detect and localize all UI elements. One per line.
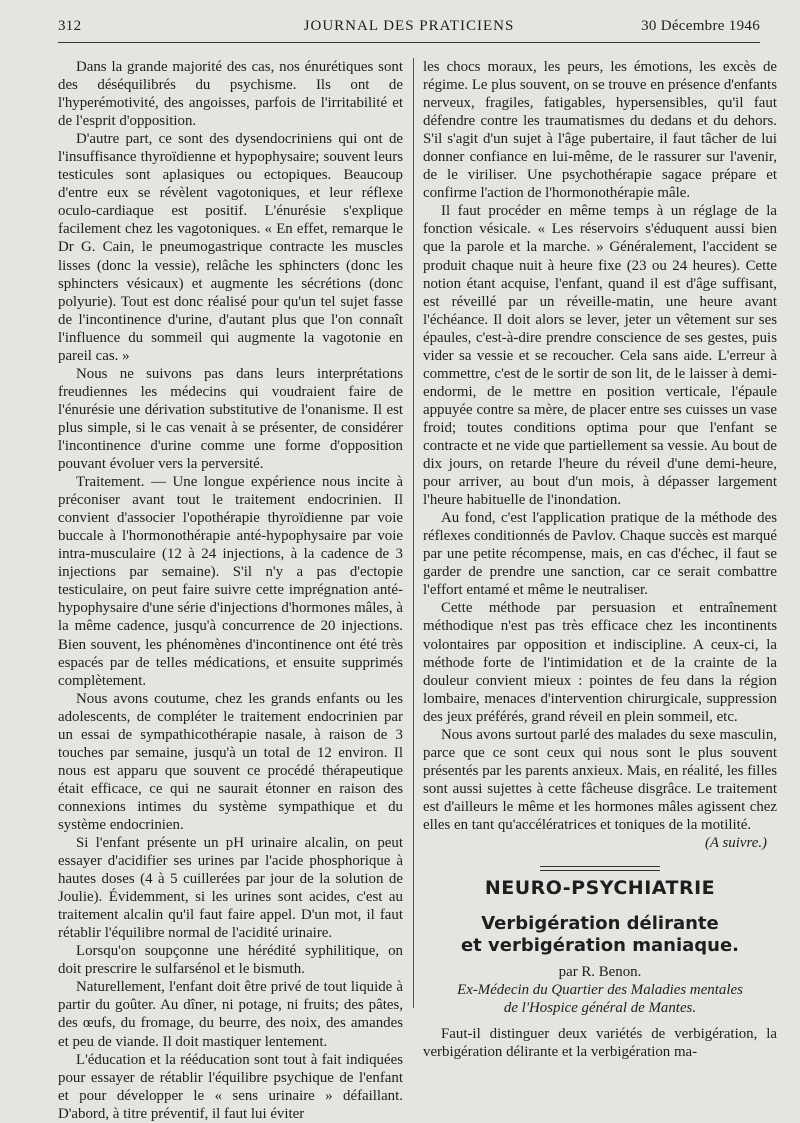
- issue-date: 30 Décembre 1946: [641, 18, 760, 34]
- article-title: [423, 913, 777, 957]
- paragraph: Naturellement, l'enfant doit être privé de tout liquide à partir du goûter. Au dîner, ni potage, ni fruits; des pâtes, des œufs, du fromage, du beurre, des noix, des amandes et peu de viande. Il doit mastiquer lentement.: [58, 979, 403, 1050]
- paragraph: Dans la grande majorité des cas, nos énurétiques sont des déséquilibrés du psychisme. Ils ont de l'hyperémotivité, des angoisses, parfois de l'irritabilité et de l'esprit d'opposition.: [58, 59, 403, 130]
- section-rule: [540, 866, 660, 871]
- header-rule: [58, 42, 760, 43]
- paragraph: Nous ne suivons pas dans leurs interprétations freudiennes les médecins qui voudraient faire de l'énurésie une dérivation substitutive de l'onanisme. Il est plus simple, si le cas venait à se présenter, de considérer l'incontinence d'urine comme une forme d'opposition pouvant évoluer vers la perversité.: [58, 365, 403, 473]
- affiliation-line: Ex-Médecin du Quartier des Maladies mentales: [457, 982, 743, 999]
- author-affiliation: [423, 981, 777, 1017]
- section-heading: NEURO-PSYCHIATRIE: [484, 877, 716, 900]
- byline: par R. Benon.: [558, 964, 642, 981]
- paragraph: Traitement. — Une longue expérience nous incite à préconiser avant tout le traitement endocrinien. Il convient d'associer l'opothérapie thyroïdienne par voie buccale à l'hormonothérapie anté-hypophysaire par voie intra-musculaire (12 à 24 injections, à la cadence de 3 injections par semaine). S'il n'y a pas d'ectopie testiculaire, on peut faire suivre cette imprégnation anté-hypophysaire d'une série d'injections d'hormones mâles, à la même cadence, jusqu'à concurrence de 20 injections. Bien souvent, les phénomènes d'incontinence ont été très espacés par de telles médications, et ensuite supprimés complètement.: [58, 474, 403, 689]
- paragraph: les chocs moraux, les peurs, les émotions, les excès de régime. Le plus souvent, on se trouve en présence d'enfants nerveux, fragiles, fatigables, hypersensibles, qu'il faut défendre contre les traumatismes du dedans et du dehors. S'il s'agit d'un sujet à l'âge pubertaire, il faut tâcher de lui donner confiance en lui-même, de le rassurer sur l'avenir, de le viriliser. Une psychothérapie sagace prépare et confirme l'action de l'hormonothérapie mâle.: [423, 59, 777, 202]
- page-header: [58, 14, 760, 42]
- paragraph: Nous avons coutume, chez les grands enfants ou les adolescents, de compléter le traitement endocrinien par un essai de sympathicothérapie nasale, à raison de 3 touches par semaine, jusqu'à un total de 12 environ. Il nous est apparu que souvent ce procédé thérapeutique était efficace, ce qui ne saurait étonner en raison des connexions intimes du système sympathique et du système endocrinien.: [58, 690, 403, 833]
- paragraph: Nous avons surtout parlé des malades du sexe masculin, parce que ce sont ceux qui nous sont le plus souvent présentés par les parents anxieux. Mais, en réalité, les filles sont aussi sujettes à cette fâcheuse disgrâce. Le traitement est d'ailleurs le même et les hormones mâles agissent chez elles en tant qu'accélératrices et toniques de la motilité.: [423, 726, 777, 833]
- left-column: [58, 58, 403, 1123]
- affiliation-line: de l'Hospice général de Mantes.: [503, 1000, 697, 1017]
- article-title-line: et verbigération maniaque.: [460, 935, 740, 957]
- paragraph: Cette méthode par persuasion et entraînement méthodique n'est pas très efficace chez les incontinents volontaires par opposition et indiscipline. A ceux-ci, la méthode forte de l'intimidation et de la crainte de la douleur convient mieux : pointes de feu dans la région lombaire, menaces d'intervention chirurgicale, suppression des jeux préférés, grand réveil en plein sommeil, etc.: [423, 600, 777, 725]
- continuation-note: (A suivre.): [704, 835, 767, 852]
- paragraph: Lorsqu'on soupçonne une hérédité syphilitique, on doit prescrire le sulfarsénol et le bismuth.: [58, 943, 403, 978]
- paragraph: Si l'enfant présente un pH urinaire alcalin, on peut essayer d'acidifier ses urines par l'acide phosphorique à hautes doses (4 à 5 cuillerées par jour de la solution de Joulie). Évidemment, si les urines sont acides, c'est au traitement alcalin qu'il faut faire appel. D'un mot, il faut rétablir l'équilibre normal de l'acidité urinaire.: [58, 835, 403, 942]
- article-title-line: Verbigération délirante: [481, 913, 719, 935]
- column-divider: [413, 58, 414, 1008]
- paragraph: Il faut procéder en même temps à un réglage de la fonction vésicale. « Les réservoirs s'éduquent aussi bien que la parole et la marche. » Généralement, l'accident se produit chaque nuit à heure fixe (23 ou 24 heures). Cette notion étant acquise, l'enfant, quand il est d'âge suffisant, est réveillé par un réveille-matin, une heure avant l'échéance. Il doit alors se lever, jeter un vêtement sur ses épaules, c'est-à-dire prendre conscience de ses gestes, puis vider sa vessie et se recoucher. Cela sans aide. L'erreur à commettre, c'est de le sortir de son lit, de le laisser à demi-endormi, de le mettre en position verticale, l'épaule appuyée contre sa mère, de placer entre ses cuisses un vase froid; toutes conditions optima pour que l'enfant se contracte et ne vide que partiellement sa vessie. Au bout de dix jours, on retarde l'heure du réveil d'une demi-heure, pour arriver, au bout d'un mois, à dépasser largement l'heure habituelle de l'inondation.: [423, 203, 777, 509]
- page-number: 312: [58, 18, 82, 34]
- journal-title: JOURNAL DES PRATICIENS: [303, 18, 515, 34]
- paragraph: D'autre part, ce sont des dysendocriniens qui ont de l'insuffisance thyroïdienne et hypophysaire; souvent leurs testicules sont aplasiques ou ectopiques. Beaucoup d'entre eux se révèlent vagotoniques, et leur réflexe oculo-cardiaque est positif. L'énurésie s'explique facilement chez les vagotoniques. « En effet, remarque le Dr G. Cain, le pneumogastrique contracte les muscles lisses (donc la vessie), relâche les sphincters (donc les sphincters vésicaux) et augmente les sécrétions (donc polyurie). Tout est donc réalisé pour qu'un tel sujet fasse de l'incontinence d'urine, d'autant plus que l'on connaît l'influence du sommeil qui augmente la vagotonie en pareil cas. »: [58, 131, 403, 364]
- paragraph: Faut-il distinguer deux variétés de verbigération, la verbigération délirante et la verbigération ma-: [423, 1026, 777, 1061]
- right-column: [423, 58, 777, 1061]
- paragraph: L'éducation et la rééducation sont tout à fait indiquées pour essayer de rétablir l'équilibre psychique de l'enfant et pour développer le « sens urinaire » défaillant. D'abord, à titre préventif, il faut lui éviter: [58, 1051, 403, 1122]
- paragraph: Au fond, c'est l'application pratique de la méthode des réflexes conditionnés de Pavlov. Chaque succès est marqué par une petite récompense, mais, en cas d'échec, il faut se garder de prendre une sanction, car ce serait combattre l'effort entamé et même le neutraliser.: [423, 510, 777, 599]
